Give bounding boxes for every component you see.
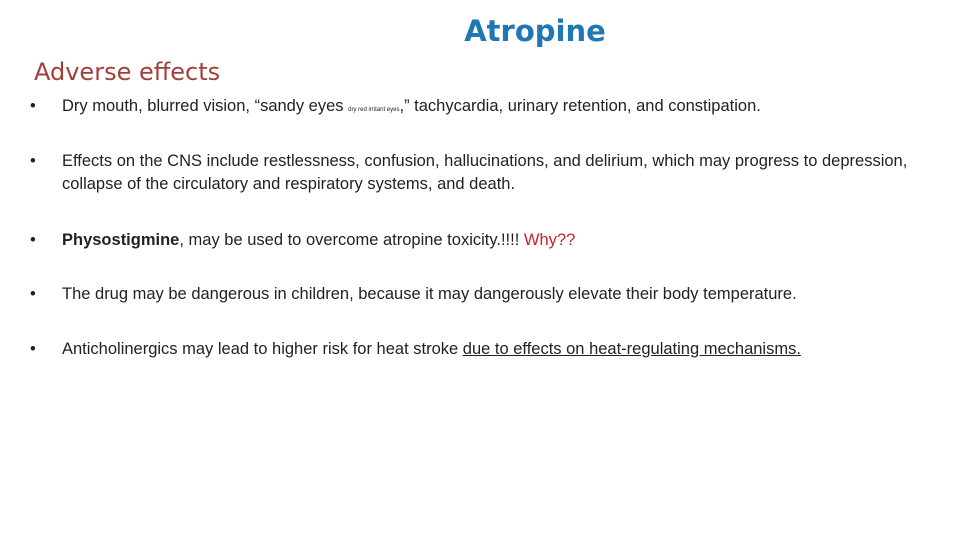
bullet-mark: •: [30, 340, 36, 358]
section-subtitle: Adverse effects: [34, 58, 221, 86]
slide-title: Atropine: [464, 14, 606, 48]
bullet-item-4: [30, 283, 930, 306]
bullet-5-underlined: due to effects on heat-regulating mechanisms.: [462, 340, 801, 358]
bullet-item-2: [30, 150, 930, 196]
bullet-5-plain: Anticholinergics may lead to higher risk for heat stroke: [62, 340, 463, 358]
bullet-text: [62, 95, 930, 122]
bullet-3-emphasis: Why??: [523, 231, 576, 249]
bullet-text: [62, 338, 930, 361]
bullet-mark: •: [30, 231, 36, 249]
bullet-text: [62, 229, 930, 252]
bullet-4-text: The drug may be dangerous in children, because it may dangerously elevate their body temperature.: [62, 285, 797, 303]
bullet-item-3: [30, 229, 930, 252]
bullet-mark: •: [30, 152, 36, 170]
bullet-item-1: [30, 95, 930, 122]
bullet-3-bold: Physostigmine: [62, 231, 180, 249]
bullet-item-5: [30, 338, 930, 361]
bullet-mark: •: [30, 285, 36, 303]
bullet-mark: •: [30, 97, 36, 115]
bullet-1-part1: Dry mouth, blurred vision, “sandy eyes: [62, 97, 349, 115]
bullet-3-middle: , may be used to overcome atropine toxicity.!!!!: [179, 231, 524, 249]
bullet-1-part2: ,” tachycardia, urinary retention, and constipation.: [399, 97, 761, 115]
bullet-2-text: Effects on the CNS include restlessness, confusion, hallucinations, and delirium, which may progress to depression, collapse of the circulatory and respiratory systems, and death.: [62, 152, 908, 193]
bullet-1-tiny-note: dry red irritant eyes: [348, 107, 400, 113]
